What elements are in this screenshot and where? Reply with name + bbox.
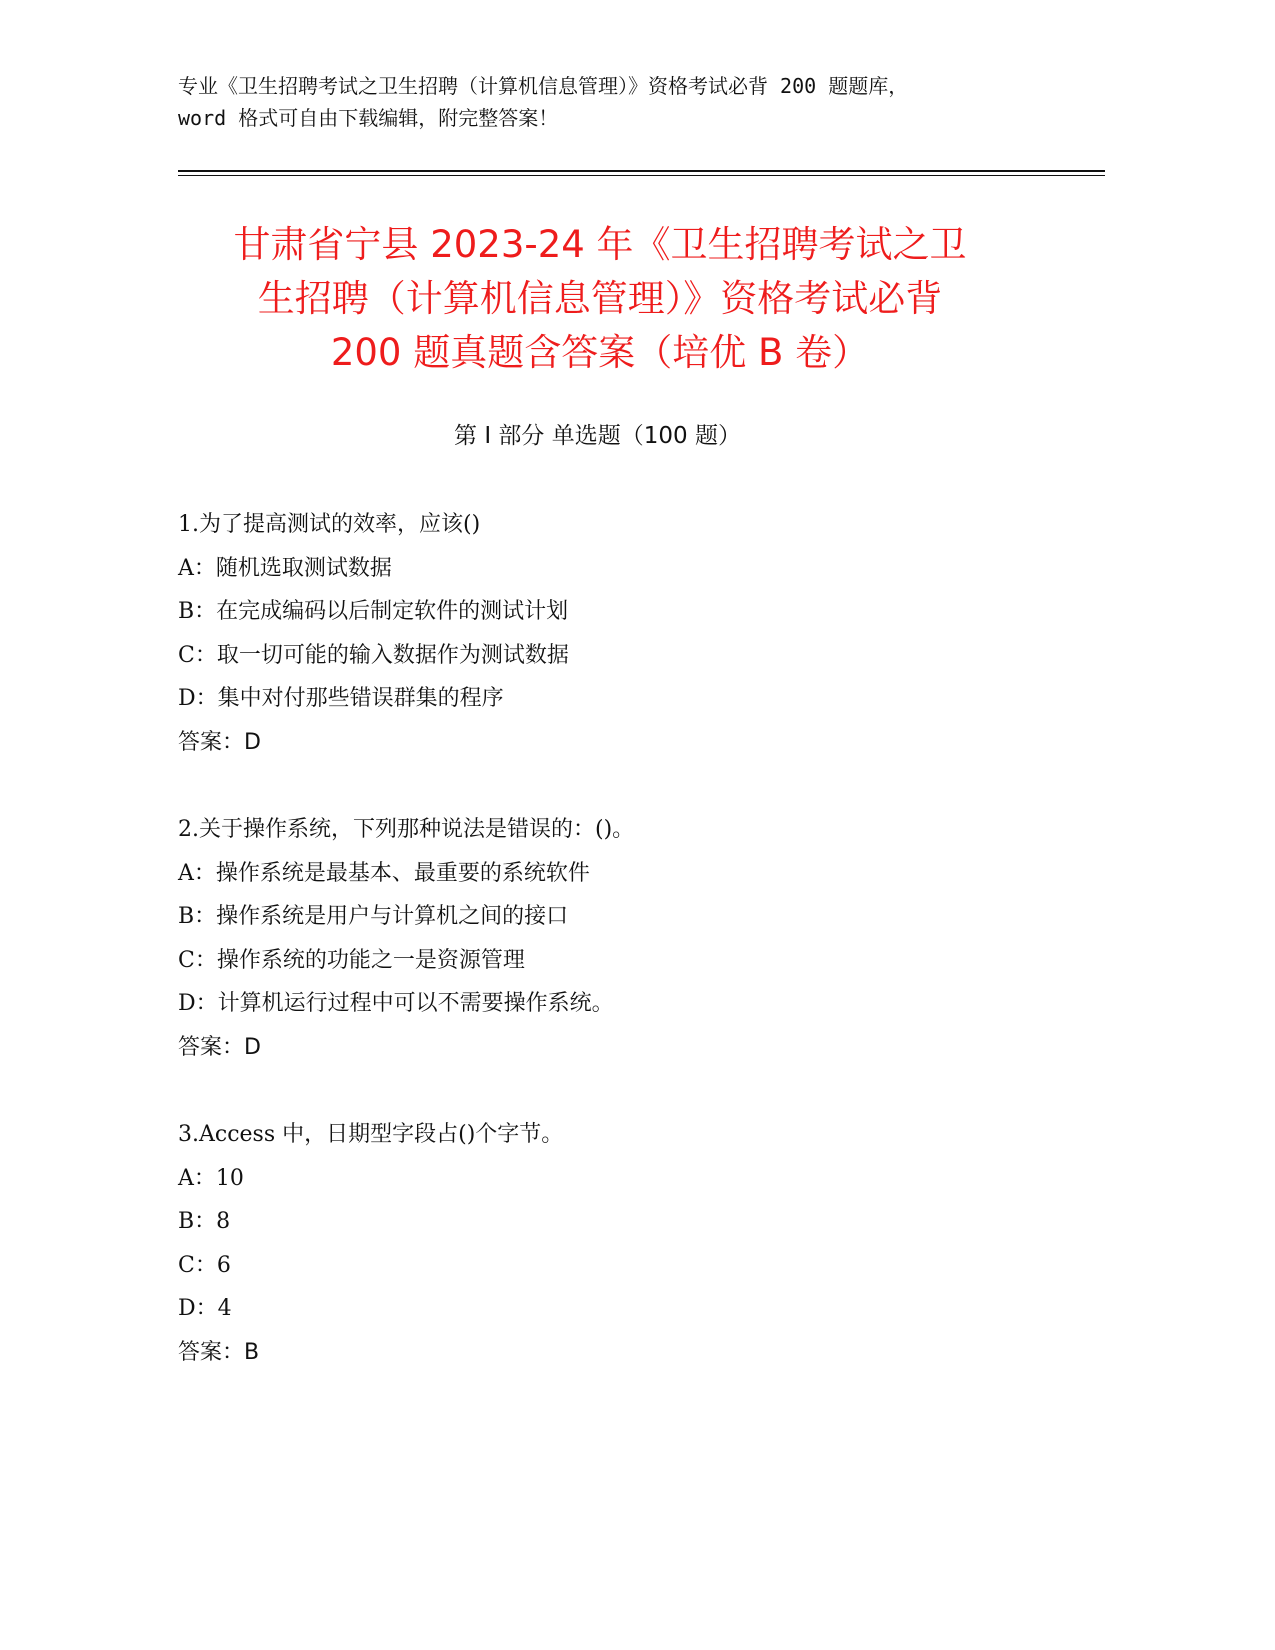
question-3 [178, 1113, 1078, 1374]
option-a: A：随机选取测试数据 [178, 555, 392, 581]
header-note-line-2: word 格式可自由下载编辑，附完整答案！ [178, 106, 559, 130]
document-title-line-2: 生招聘（计算机信息管理）》资格考试必背 [257, 277, 943, 320]
header-note [178, 70, 1078, 134]
option-c: C：操作系统的功能之一是资源管理 [178, 947, 525, 973]
header-divider-thick [178, 170, 1105, 172]
section-heading: 第 I 部分 单选题（100 题） [454, 423, 741, 449]
option-d: D：4 [178, 1296, 232, 1321]
option-b: B：8 [178, 1209, 231, 1234]
option-b: B：在完成编码以后制定软件的测试计划 [178, 599, 569, 624]
question-1 [178, 503, 1078, 764]
header-divider-thin [178, 175, 1105, 176]
document-title-line-1: 甘肃省宁县 2023-24 年《卫生招聘考试之卫 [233, 223, 967, 266]
answer: 答案：D [178, 1034, 261, 1060]
option-d: D：计算机运行过程中可以不需要操作系统。 [178, 991, 614, 1016]
option-a: A：操作系统是最基本、最重要的系统软件 [178, 860, 590, 886]
answer: 答案：D [178, 729, 261, 755]
option-b: B：操作系统是用户与计算机之间的接口 [178, 904, 569, 929]
question-2 [178, 808, 1078, 1069]
document-title [150, 218, 1050, 380]
question-stem: 3.Access 中，日期型字段占()个字节。 [178, 1122, 564, 1147]
question-stem: 1.为了提高测试的效率，应该() [178, 512, 481, 537]
answer: 答案：B [178, 1339, 260, 1365]
option-c: C：6 [178, 1252, 231, 1278]
option-a: A：10 [178, 1165, 244, 1191]
option-c: C：取一切可能的输入数据作为测试数据 [178, 642, 569, 668]
option-d: D：集中对付那些错误群集的程序 [178, 686, 504, 711]
header-note-line-1: 专业《卫生招聘考试之卫生招聘（计算机信息管理）》资格考试必背 200 题题库， [178, 74, 909, 98]
document-title-line-3: 200 题真题含答案（培优 B 卷） [330, 331, 870, 374]
question-stem: 2.关于操作系统，下列那种说法是错误的：()。 [178, 817, 635, 842]
